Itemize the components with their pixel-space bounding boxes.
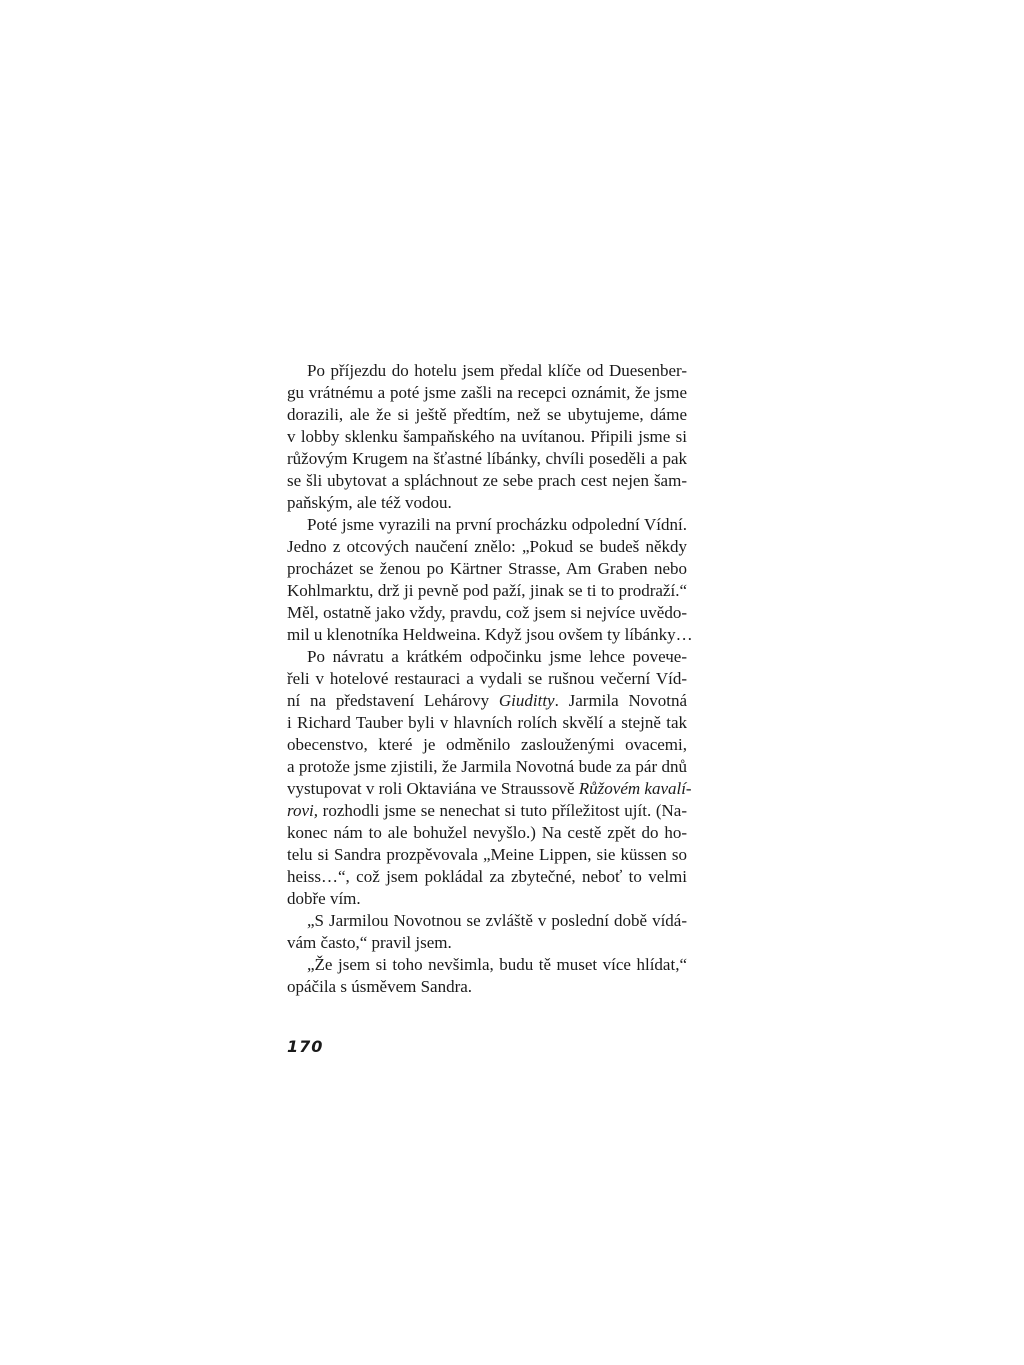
italic-title: Růžovém kavalí- <box>578 779 692 798</box>
text-line: gu vrátnému a poté jsme zašli na recepci oznámit, že jsme <box>287 383 687 402</box>
text-line: heiss…“, což jsem pokládal za zbytečné, neboť to velmi <box>287 867 687 886</box>
text-line: Kohlmarktu, drž ji pevně pod paží, jinak se ti to prodraží.“ <box>287 581 687 600</box>
text-line: konec nám to ale bohužel nevyšlo.) Na cestě zpět do ho- <box>287 823 687 842</box>
text-line-with-italic: ní na představení Lehárovy Giuditty. Jarmila Novotná <box>287 691 687 710</box>
text-line: v lobby sklenku šampaňského na uvítanou. Připili jsme si <box>287 427 687 446</box>
text-line: „S Jarmilou Novotnou se zvláště v poslední době vídá- <box>307 911 687 930</box>
text-line: paňským, ale též vodou. <box>287 493 452 512</box>
text-line: telu si Sandra prozpěvovala „Meine Lippen, sie küssen so <box>287 845 687 864</box>
text-line: Měl, ostatně jako vždy, pravdu, což jsem si nejvíce uvědo- <box>287 603 687 622</box>
text-line: Jedno z otcových naučení znělo: „Pokud se budeš někdy <box>287 537 687 556</box>
text-line: Poté jsme vyrazili na první procházku odpolední Vídní. <box>307 515 687 534</box>
italic-title: Giuditty <box>498 691 555 710</box>
text-line: mil u klenotníka Heldweina. Když jsou ovšem ty líbánky… <box>287 625 693 644</box>
body-text <box>287 360 693 998</box>
text-line: růžovým Krugem na šťastné líbánky, chvíli poseděli a pak <box>287 449 687 468</box>
text-line: opáčila s úsměvem Sandra. <box>287 977 473 996</box>
text-line: obecenstvo, které je odměnilo zaslouženými ovacemi, <box>287 735 687 754</box>
text-line: i Richard Tauber byli v hlavních rolích skvělí a stejně tak <box>287 713 687 732</box>
text-line-with-italic: rovi, rozhodli jsme se nenechat si tuto příležitost ujít. (Na- <box>287 801 687 820</box>
text-line: procházet se ženou po Kärtner Strasse, Am Graben nebo <box>287 559 687 578</box>
text-line-with-italic: vystupovat v roli Oktaviána ve Straussově Růžovém kavalí- <box>287 779 692 798</box>
text-line: řeli v hotelové restauraci a vydali se rušnou večerní Víd- <box>287 669 687 688</box>
text-line: dorazili, ale že si ještě předtím, než se ubytujeme, dáme <box>287 405 687 424</box>
text-line: „Že jsem si toho nevšimla, budu tě muset více hlídat,“ <box>307 955 687 974</box>
page-number: 170 <box>287 1037 324 1056</box>
text-line: Po příjezdu do hotelu jsem předal klíče od Duesenber- <box>307 361 687 380</box>
italic-title: rovi, <box>287 801 319 820</box>
text-line: vám často,“ pravil jsem. <box>287 933 452 952</box>
text-line: Po návratu a krátkém odpočinku jsme lehce povече- <box>307 647 687 666</box>
text-line: a protože jsme zjistili, že Jarmila Novotná bude za pár dnů <box>287 757 687 776</box>
text-line: dobře vím. <box>287 889 361 908</box>
text-line: se šli ubytovat a spláchnout ze sebe prach cest nejen šam- <box>287 471 687 490</box>
